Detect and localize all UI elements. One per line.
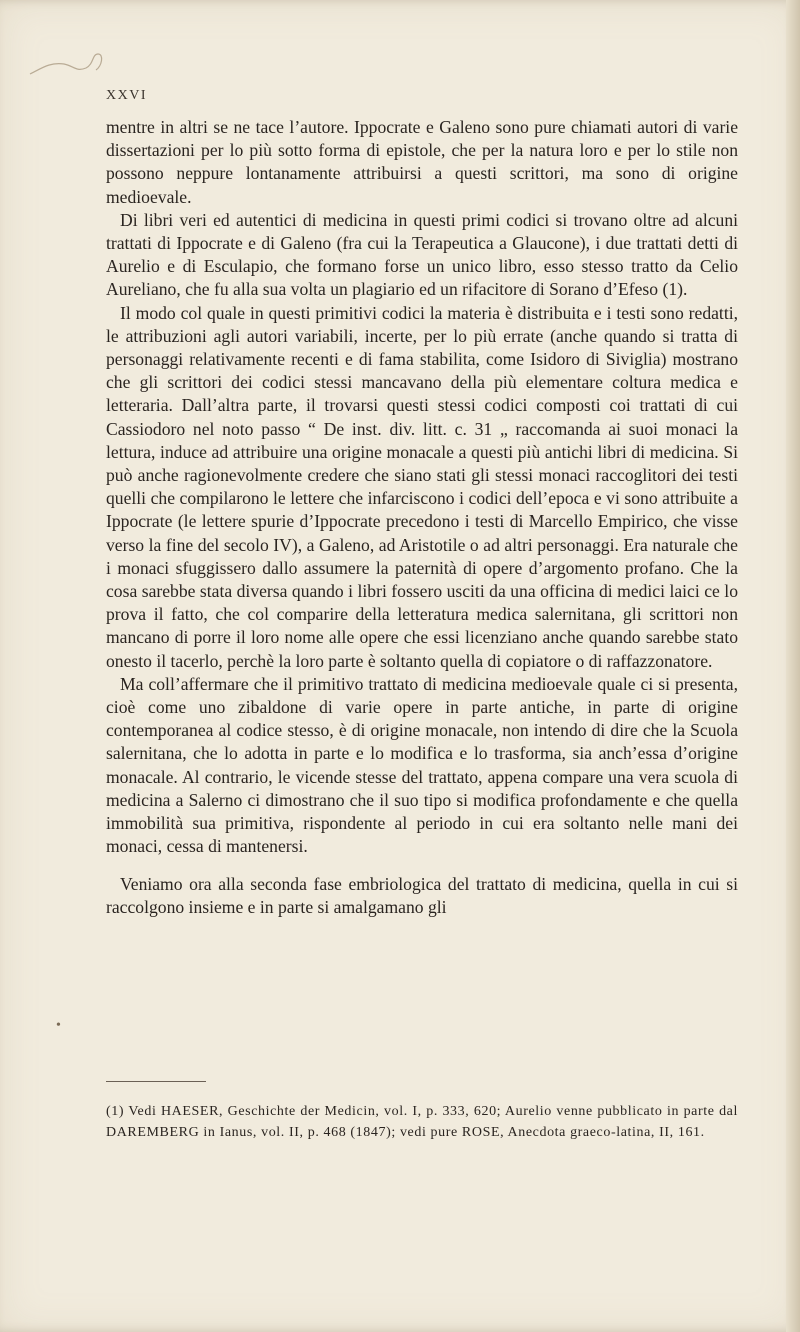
paragraph-5: Veniamo ora alla seconda fase embriologica del trattato di medicina, quella in cui si raccolgono insieme e in parte si amalgamano gli xyxy=(106,873,738,917)
page-edge-shadow xyxy=(786,0,800,1332)
footnote-1: (1) Vedi HAESER, Geschichte der Medicin, vol. I, p. 333, 620; Aurelio venne pubblicato in parte dal DAREMBERG in Ianus, vol. II, p. 468 (1847); vedi pure ROSE, Anecdota graeco-latina, II, 161. xyxy=(106,1104,738,1140)
paragraph-4: Ma coll’affermare che il primitivo trattato di medicina medioevale quale ci si presenta, cioè come uno zibaldone di varie opere in parte antiche, in parte di origine contemporanea al codice stesso, è di origine monacale, non intendo di dire che la Scuola salernitana, che lo adotta in parte e lo modifica e lo trasforma, sia anch’essa d’origine monacale. Al contrario, le vicende stesse del trattato, appena compare una vera scuola di medicina a Salerno ci dimostrano che il suo tipo si modifica profondamente e che quella immobilità sua primitiva, rispondente al periodo in cui era soltanto nelle mani dei monaci, cessa di mantenersi. xyxy=(106,673,738,857)
paragraph-2: Di libri veri ed autentici di medicina in questi primi codici si trovano oltre ad alcuni trattati di Ippocrate e di Galeno (fra cui la Terapeutica a Glaucone), i due trattati detti di Aurelio e di Esculapio, che formano forse un unico libro, esso stesso tratto da Celio Aureliano, che fu alla sua volta un plagiario ed un rifacitore di Sorano d’Efeso (1). xyxy=(106,209,738,300)
main-text-block xyxy=(106,116,738,919)
paragraph-1: mentre in altri se ne tace l’autore. Ippocrate e Galeno sono pure chiamati autori di varie dissertazioni per lo più sotto forma di epistole, che per la natura loro e per lo stile non possono neppure lontanamente attribuirsi a questi scrittori, ma sono di origine medioevale. xyxy=(106,117,738,207)
margin-dot-mark: • xyxy=(56,1018,61,1033)
margin-scribble-mark xyxy=(28,48,108,88)
footnote-rule xyxy=(106,1081,206,1082)
page-folio-number: XXVI xyxy=(106,88,147,103)
paragraph-3: Il modo col quale in questi primitivi codici la materia è distribuita e i testi sono redatti, le attribuzioni agli autori variabili, incerte, per lo più errate (anche quando si tratta di personaggi relativamente recenti e di fama stabilita, come Isidoro di Siviglia) mostrano che gli scrittori dei codici stessi mancavano della più elementare coltura medica e letteraria. Dall’altra parte, il trovarsi questi stessi codici composti coi trattati di cui Cassiodoro nel noto passo “ De inst. div. litt. c. 31 „ raccomanda ai suoi monaci la lettura, induce ad attribuire una origine monacale a questi più antichi libri di medicina. Si può anche ragionevolmente credere che siano stati gli stessi monaci raccoglitori dei testi quelli che compilarono le lettere che infarciscono i codici dell’epoca e vi sono attribuite a Ippocrate (le lettere spurie d’Ippocrate precedono i testi di Marcello Empirico, che visse verso la fine del secolo IV), a Galeno, ad Aristotile o ad altri personaggi. Era naturale che i monaci sfuggissero dallo assumere la paternità di opere d’argomento profano. Che la cosa sarebbe stata diversa quando i libri fossero usciti da una officina di medici laici ce lo prova il fatto, che col comparire della letteratura medica salernitana, gli scrittori non mancano di porre il loro nome alle opere che essi licenziano anche quando sarebbe stato onesto il tacerlo, perchè la loro parte è soltanto quella di copiatore o di raffazzonatore. xyxy=(106,302,738,671)
